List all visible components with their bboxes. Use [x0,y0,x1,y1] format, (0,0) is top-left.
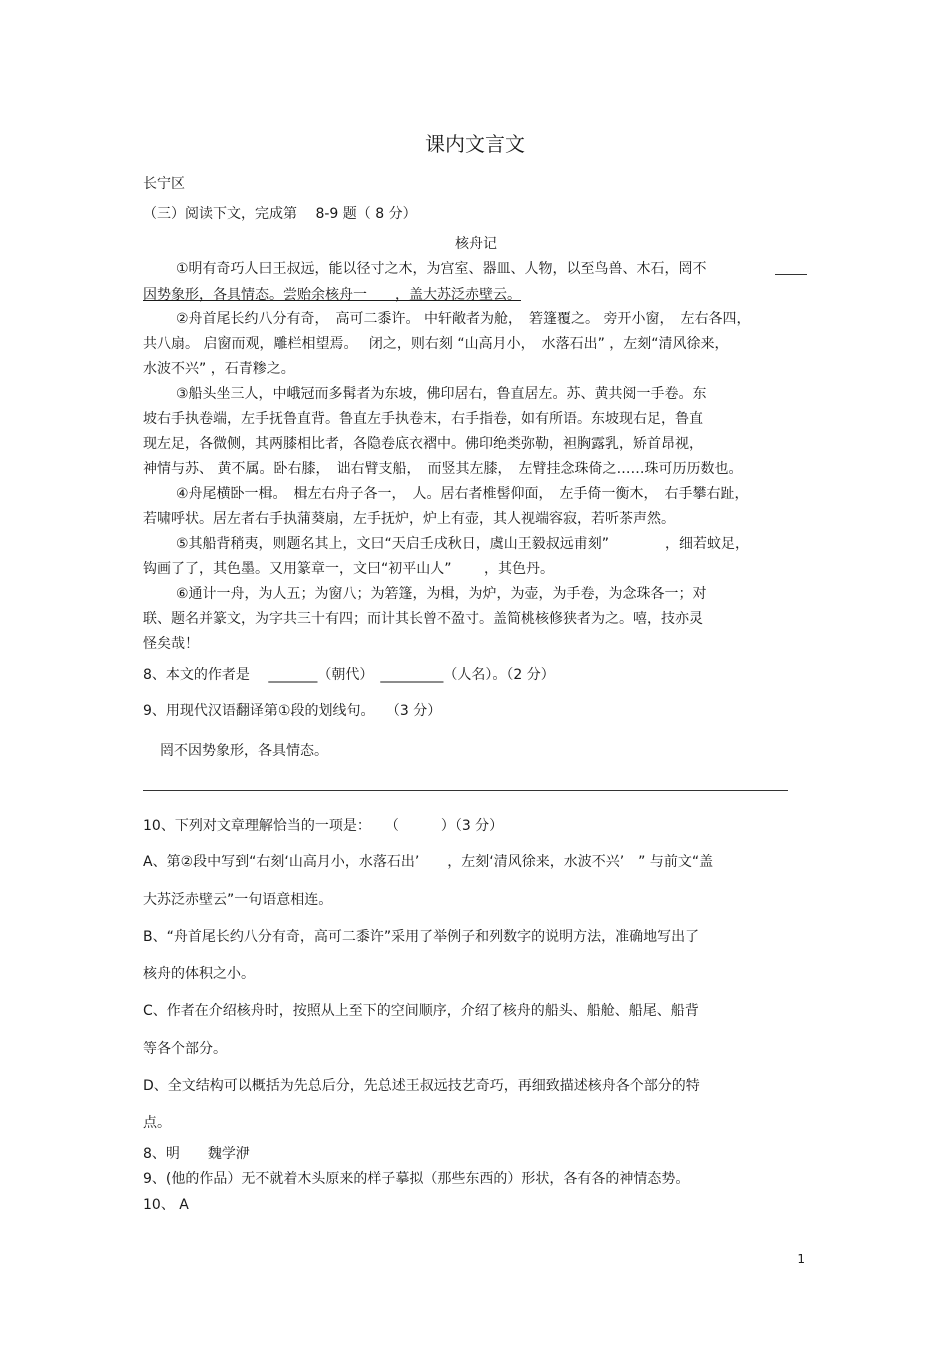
passage-line: 神情与苏、 黄不属。卧右膝， 诎右臂支船， 而竖其左膝， 左臂挂念珠倚之……珠可历历数也。 [143,461,743,477]
passage-line: ②舟首尾长约八分有奇， 高可二黍许。 中轩敞者为舱， 箬篷覆之。 旁开小窗， 左右各四， [176,311,751,327]
answer-9: 9、(他的作品）无不就着木头原来的样子摹拟（那些东西的）形状，各有各的神情态势。 [143,1171,690,1187]
district-label: 长宁区 [143,176,185,192]
passage-line: ⑥通计一舟，为人五；为窗八；为箬篷，为楫，为炉，为壶，为手卷，为念珠各一；对 [176,586,707,602]
answer-line [143,790,788,791]
passage-line-underlined: 因势象形，各具情态。尝贻余核舟一 ，盖大苏泛赤壁云。 [143,287,521,303]
section-intro: （三）阅读下文，完成第 8-9 题（ 8 分） [143,206,417,222]
passage-line: 钩画了了，其色墨。又用篆章一，文曰“初平山人” ，其色丹。 [143,561,554,577]
passage-line: ③船头坐三人，中峨冠而多髯者为东坡，佛印居右，鲁直居左。苏、黄共阅一手卷。东 [176,386,707,402]
underline-blank [775,274,807,275]
passage-title: 核舟记 [455,236,497,252]
question-9: 9、用现代汉语翻译第①段的划线句。 （3 分） [143,703,442,719]
page-number: 1 [797,1252,805,1266]
answer-10: 10、 A [143,1197,189,1213]
option-c-line1: C、作者在介绍核舟时，按照从上至下的空间顺序，介绍了核舟的船头、船舱、船尾、船背 [143,1003,699,1019]
option-d-line2: 点。 [143,1115,171,1131]
passage-line: 现左足，各微侧，其两膝相比者，各隐卷底衣褶中。佛印绝类弥勒，袒胸露乳，矫首昂视， [143,436,703,452]
question-9-sentence: 罔不因势象形，各具情态。 [160,743,328,759]
passage-line: 怪矣哉！ [143,636,199,652]
answer-8: 8、明 魏学洢 [143,1146,250,1162]
passage-line: 坡右手执卷端，左手抚鲁直背。鲁直左手执卷末，右手指卷，如有所语。东坡现右足，鲁直 [143,411,703,427]
option-b-line1: B、“舟首尾长约八分有奇，高可二黍许”采用了举例子和列数字的说明方法，准确地写出了 [143,929,700,945]
passage-line: ④舟尾横卧一楫。 楫左右舟子各一， 人。居右者椎髻仰面， 左手倚一衡木， 右手攀右趾， [176,486,749,502]
page-title: 课内文言文 [425,132,525,156]
option-b-line2: 核舟的体积之小。 [143,966,255,982]
passage-line: ⑤其船背稍夷，则题名其上，文曰“天启壬戌秋日，虞山王毅叔远甫刻” ，细若蚊足， [176,536,750,552]
passage-line: ①明有奇巧人曰王叔远，能以径寸之木，为宫室、器皿、人物，以至鸟兽、木石，罔不 [176,261,707,277]
option-d-line1: D、全文结构可以概括为先总后分，先总述王叔远技艺奇巧，再细致描述核舟各个部分的特 [143,1078,700,1094]
option-a-line2: 大苏泛赤壁云”一句语意相连。 [143,892,333,908]
passage-line: 共八扇。 启窗而观，雕栏相望焉。 闭之，则右刻 “山高月小， 水落石出” ，左刻“清风徐来， [143,336,729,352]
passage-line: 若啸呼状。居左者右手执蒲葵扇，左手抚炉，炉上有壶，其人视端容寂，若听茶声然。 [143,511,675,527]
question-8: 8、本文的作者是 _______（朝代） _________（人名）。（2 分） [143,667,555,683]
question-10: 10、下列对文章理解恰当的一项是： （ ）（3 分） [143,818,504,834]
option-a-line1: A、第②段中写到“右刻‘山高月小，水落石出’ ，左刻‘清风徐来，水波不兴’ ” 与前文“盖 [143,854,714,870]
passage-line: 联、题名并篆文，为字共三十有四；而计其长曾不盈寸。盖简桃核修狭者为之。嘻，技亦灵 [143,611,703,627]
passage-line: 水波不兴” ，石青糁之。 [143,361,295,377]
option-c-line2: 等各个部分。 [143,1041,227,1057]
